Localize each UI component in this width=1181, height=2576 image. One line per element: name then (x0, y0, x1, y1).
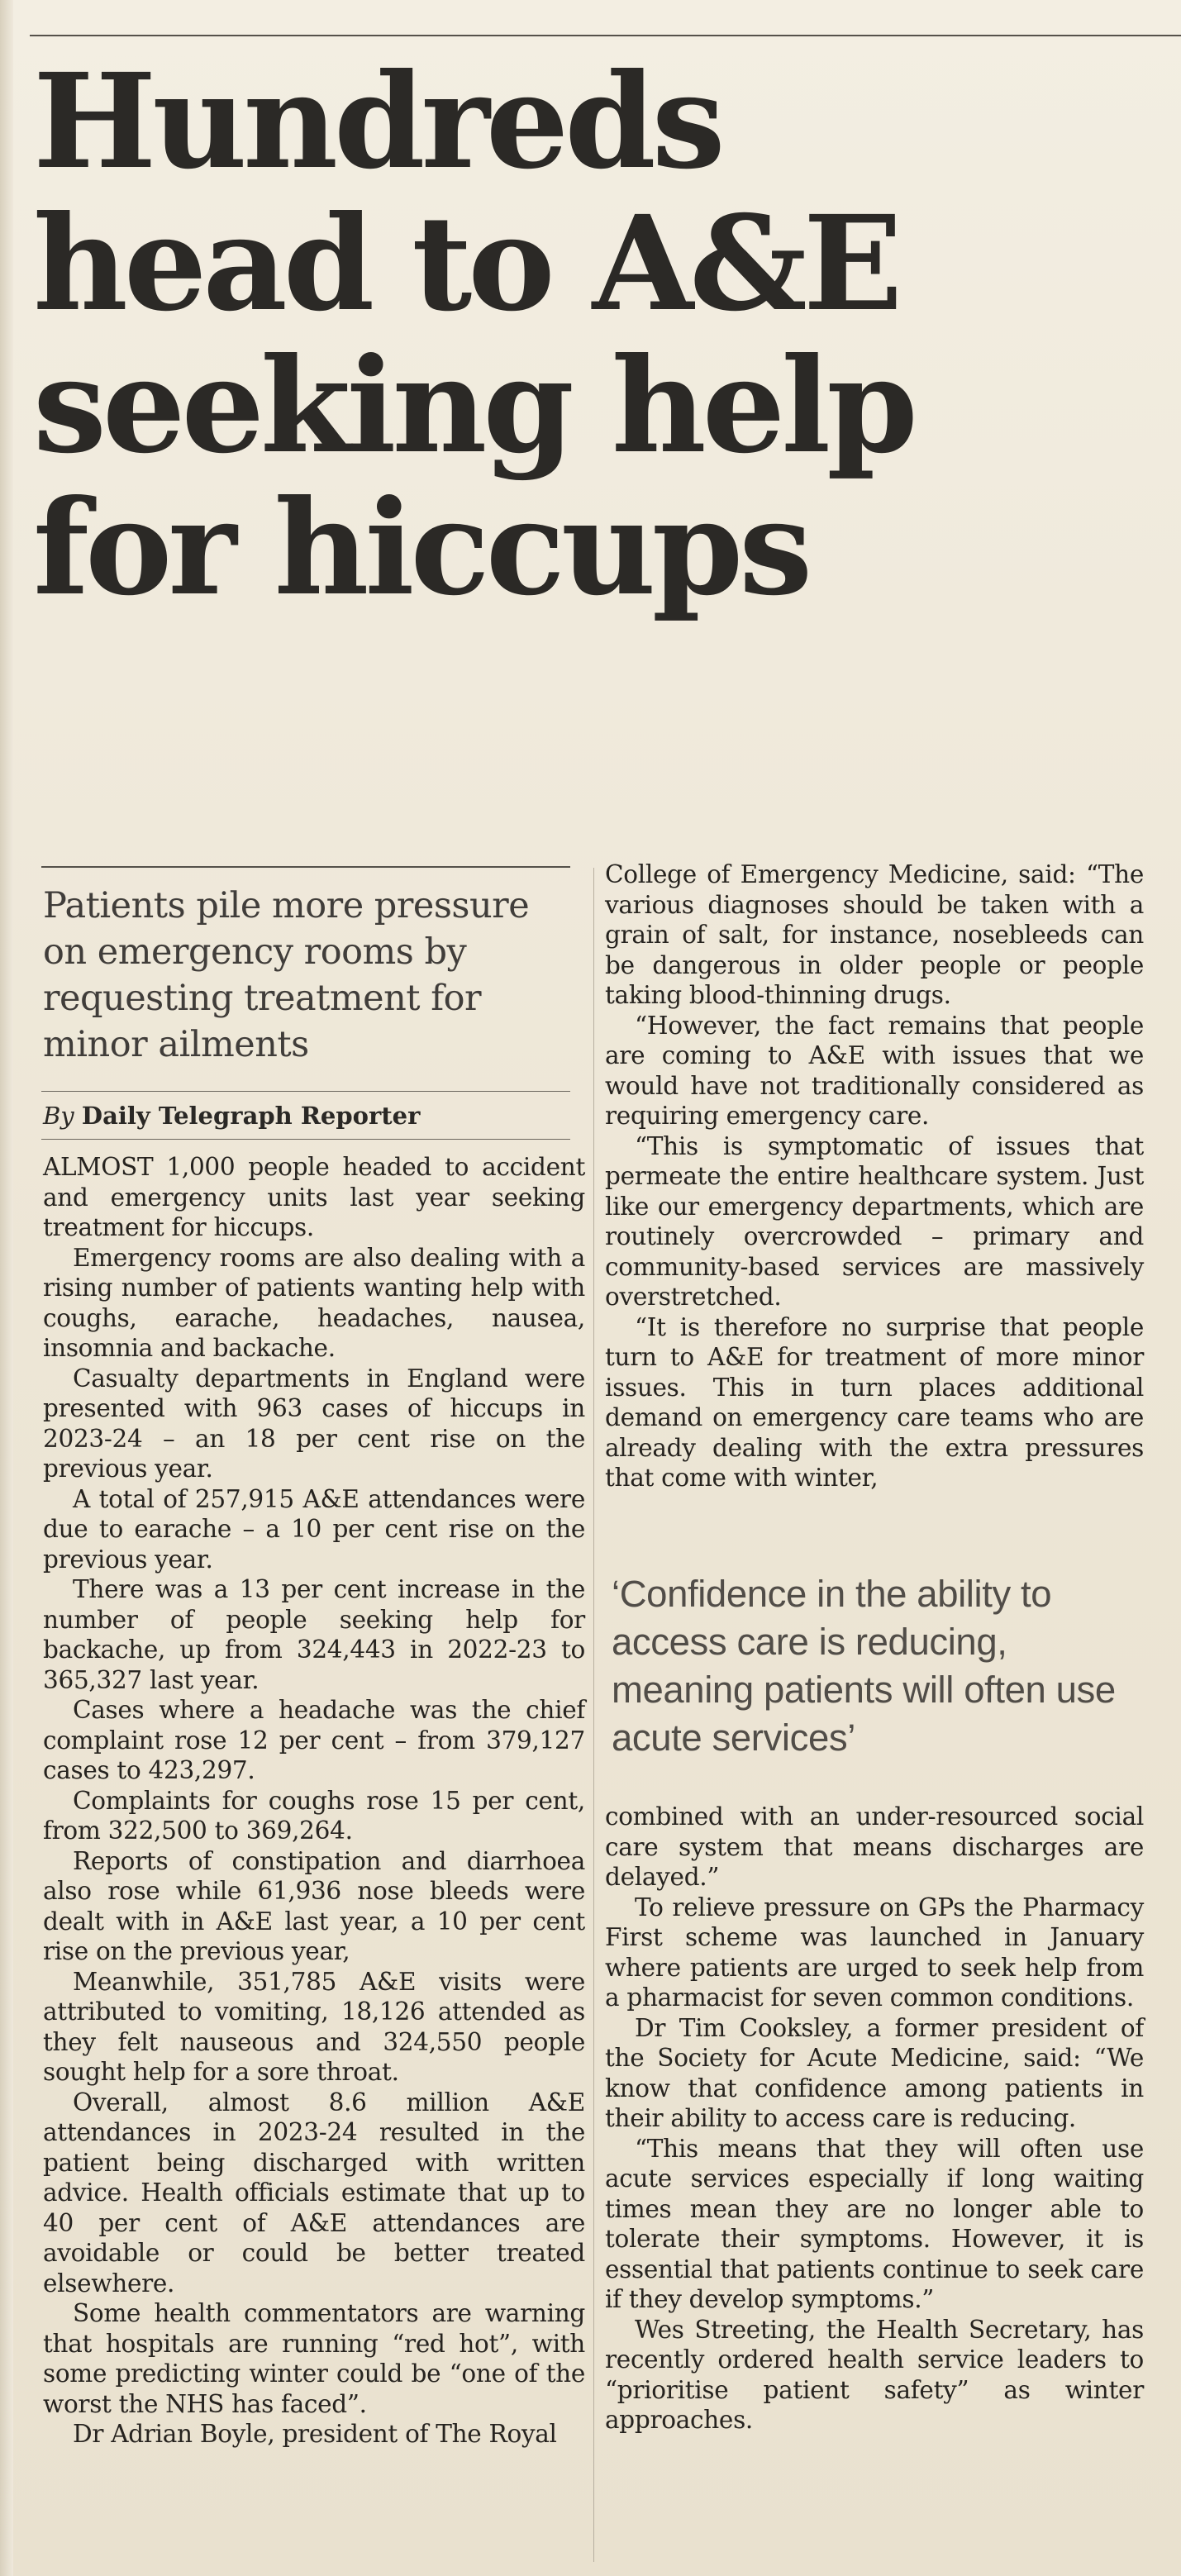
byline (43, 1099, 572, 1132)
paragraph: Meanwhile, 351,785 A&E visits were attributed to vomiting, 18,126 attended as they felt nauseous and 324,550 people sought help for a sore throat. (43, 1967, 585, 2086)
body-column-1 (43, 1152, 585, 2450)
paragraph: Cases where a headache was the chief complaint rose 12 per cent – from 379,127 cases to 423,297. (43, 1696, 585, 1784)
headline-line-3: seeking help (33, 330, 914, 483)
paragraph: To relieve pressure on GPs the Pharmacy First scheme was launched in January where patients are urged to seek help from a pharmacist for seven common conditions. (605, 1893, 1144, 2012)
headline (33, 45, 1141, 625)
paragraph: Dr Adrian Boyle, president of The Royal (73, 2420, 557, 2448)
byline-rule-bottom (41, 1139, 570, 1140)
paragraph: combined with an under-resourced social care system that means discharges are delayed.” (605, 1802, 1144, 1891)
paragraph: There was a 13 per cent increase in the number of people seeking help for backache, up from 324,443 in 2022-23 to 365,327 last year. (43, 1575, 585, 1694)
paragraph: “However, the fact remains that people are coming to A&E with issues that we would have not traditionally considered as requiring emergency care. (605, 1011, 1144, 1130)
paragraph: Some health commentators are warning that hospitals are running “red hot”, with some predicting winter could be “one of the worst the NHS has faced”. (43, 2299, 585, 2418)
standfirst-rule (41, 866, 570, 868)
paragraph: Overall, almost 8.6 million A&E attendances in 2023-24 resulted in the patient being discharged with written advice. Health officials estimate that up to 40 per cent of A&E attendances are avoidable or could be better treated elsewhere. (43, 2088, 585, 2297)
standfirst: Patients pile more pressure on emergency rooms by requesting treatment for minor ailments (43, 885, 530, 1065)
paragraph: ALMOST 1,000 people headed to accident and emergency units last year seeking treatment for hiccups. (43, 1153, 585, 1241)
paragraph: “This is symptomatic of issues that permeate the entire healthcare system. Just like our emergency departments, which are routinely overcrowded – primary and community-based services are massively overstretched. (605, 1131, 1144, 1311)
headline-line-1: Hundreds (33, 45, 721, 198)
page-edge (0, 0, 13, 2576)
headline-line-4: for hiccups (33, 472, 809, 625)
paragraph: Casualty departments in England were presented with 963 cases of hiccups in 2023-24 – an 18 per cent rise on the previous year. (43, 1364, 585, 1483)
paragraph: College of Emergency Medicine, said: “The various diagnoses should be taken with a grain of salt, for instance, nosebleeds can be dangerous in older people or people taking blood-thinning drugs. (605, 860, 1144, 1009)
top-rule (30, 35, 1181, 36)
paragraph: Emergency rooms are also dealing with a rising number of patients wanting help with coughs, earache, headaches, nausea, insomnia and backache. (43, 1243, 585, 1362)
pull-quote: ‘Confidence in the ability to access care is reducing, meaning patients will often use acute services’ (612, 1573, 1116, 1759)
headline-line-2: head to A&E (33, 188, 899, 340)
paragraph: “It is therefore no surprise that people turn to A&E for treatment of more minor issues. This in turn places additional demand on emergency care teams who are already dealing with the extra pressures that come with winter, (605, 1312, 1144, 1492)
byline-rule-top (41, 1091, 570, 1092)
body-column-2-bottom (605, 1802, 1144, 2436)
byline-prefix: By (43, 1102, 74, 1130)
paragraph: Complaints for coughs rose 15 per cent, from 322,500 to 369,264. (43, 1786, 585, 1845)
paragraph: Reports of constipation and diarrhoea also rose while 61,936 nose bleeds were dealt with in A&E last year, a 10 per cent rise on the previous year, (43, 1846, 585, 1965)
body-column-2-top (605, 859, 1144, 1493)
byline-author: Daily Telegraph Reporter (81, 1102, 421, 1130)
paragraph: A total of 257,915 A&E attendances were due to earache – a 10 per cent rise on the previous year. (43, 1484, 585, 1574)
column-divider (593, 868, 594, 2562)
paragraph: Dr Tim Cooksley, a former president of the Society for Acute Medicine, said: “We know that confidence among patients in their ability to access care is reducing. (605, 2013, 1144, 2132)
paragraph: Wes Streeting, the Health Secretary, has recently ordered health service leaders to “prioritise patient safety” as winter approaches. (605, 2315, 1144, 2434)
paragraph: “This means that they will often use acute services especially if long waiting times mean they are no longer able to tolerate their symptoms. However, it is essential that patients continue to seek care if they develop symptoms.” (605, 2134, 1144, 2313)
